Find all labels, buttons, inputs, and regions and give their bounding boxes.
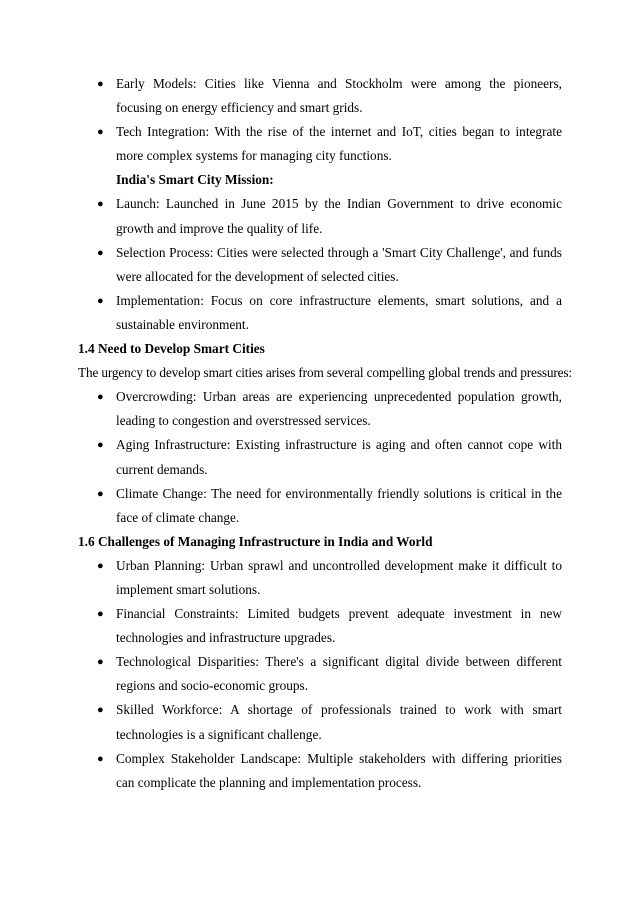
section-1-6-heading: 1.6 Challenges of Managing Infrastructure in India and World — [78, 533, 433, 549]
bullet-icon: ● — [97, 198, 104, 211]
list-item: ● Skilled Workforce: A shortage of professionals trained to work with smart technologies is a significant challenge. — [78, 698, 562, 746]
list-item: ● Implementation: Focus on core infrastructure elements, smart solutions, and a sustainable environment. — [78, 289, 562, 337]
list-item: ● Tech Integration: With the rise of the internet and IoT, cities began to integrate more complex systems for managing city functions. — [78, 120, 562, 168]
bullet-icon: ● — [97, 487, 104, 500]
early-models-list — [78, 72, 562, 168]
bullet-icon: ● — [97, 439, 104, 452]
list-item: ● Urban Planning: Urban sprawl and uncontrolled development make it difficult to implement smart solutions. — [78, 554, 562, 602]
mission-list — [78, 192, 562, 337]
list-item: ● Early Models: Cities like Vienna and Stockholm were among the pioneers, focusing on energy efficiency and smart grids. — [78, 72, 562, 120]
section-1-4-heading: 1.4 Need to Develop Smart Cities — [78, 341, 265, 357]
bullet-icon: ● — [97, 608, 104, 621]
list-item: ● Complex Stakeholder Landscape: Multiple stakeholders with differing priorities can complicate the planning and implementation process. — [78, 747, 562, 795]
bullet-icon: ● — [97, 246, 104, 259]
section-1-4-intro: The urgency to develop smart cities arises from several compelling global trends and pressures: — [78, 365, 572, 381]
list-item: ● Selection Process: Cities were selected through a 'Smart City Challenge', and funds were allocated for the development of selected cities. — [78, 241, 562, 289]
challenges-list — [78, 554, 562, 795]
bullet-icon: ● — [97, 126, 104, 139]
bullet-icon: ● — [97, 704, 104, 717]
need-list — [78, 385, 562, 530]
bullet-icon: ● — [97, 391, 104, 404]
list-item: ● Technological Disparities: There's a significant digital divide between different regions and socio-economic groups. — [78, 650, 562, 698]
list-item: ● Climate Change: The need for environmentally friendly solutions is critical in the face of climate change. — [78, 482, 562, 530]
bullet-icon: ● — [97, 656, 104, 669]
list-item: ● Launch: Launched in June 2015 by the Indian Government to drive economic growth and improve the quality of life. — [78, 192, 562, 240]
bullet-icon: ● — [97, 752, 104, 765]
mission-heading: India's Smart City Mission: — [116, 172, 274, 188]
list-item: ● Aging Infrastructure: Existing infrastructure is aging and often cannot cope with current demands. — [78, 433, 562, 481]
bullet-icon: ● — [97, 78, 104, 90]
list-item: ● Overcrowding: Urban areas are experiencing unprecedented population growth, leading to congestion and overstressed services. — [78, 385, 562, 433]
bullet-icon: ● — [97, 294, 104, 307]
list-item: ● Financial Constraints: Limited budgets prevent adequate investment in new technologies and infrastructure upgrades. — [78, 602, 562, 650]
page-content — [78, 72, 572, 795]
bullet-icon: ● — [97, 559, 104, 572]
